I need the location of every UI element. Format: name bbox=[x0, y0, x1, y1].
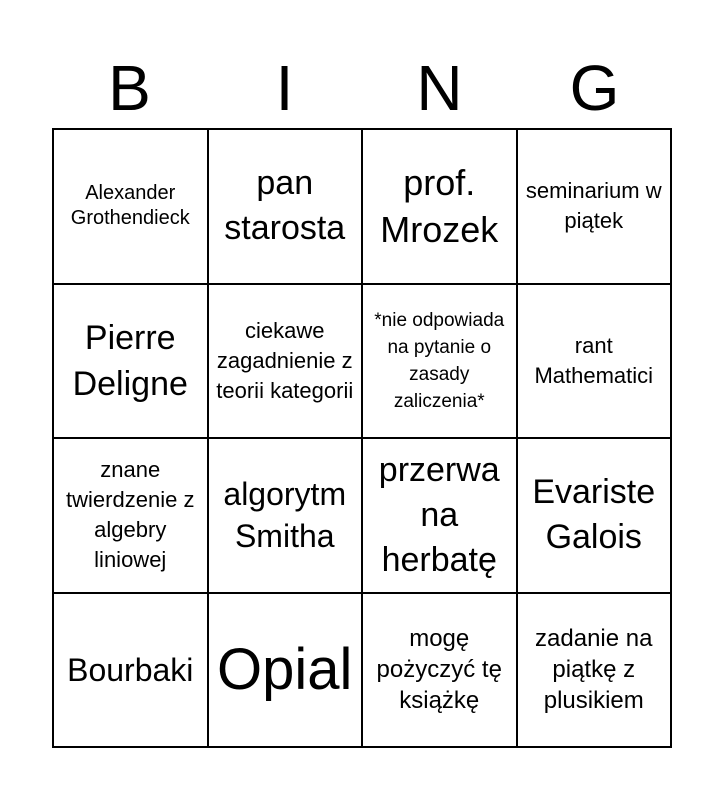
bingo-grid bbox=[52, 128, 672, 748]
bingo-cell[interactable] bbox=[518, 130, 673, 285]
bingo-cell[interactable] bbox=[518, 594, 673, 749]
cell-text: pan starosta bbox=[224, 164, 346, 248]
bingo-cell[interactable] bbox=[209, 130, 364, 285]
header-letter-n: N bbox=[416, 52, 463, 124]
cell-text: Bourbaki bbox=[67, 651, 194, 688]
bingo-cell[interactable] bbox=[209, 594, 364, 749]
header-letter-b: B bbox=[108, 52, 151, 124]
bingo-cell[interactable] bbox=[54, 130, 209, 285]
cell-text: rant Mathematici bbox=[534, 332, 654, 388]
bingo-cell[interactable] bbox=[363, 439, 518, 594]
cell-text: przerwa na herbatę bbox=[378, 450, 500, 579]
bingo-cell[interactable] bbox=[363, 130, 518, 285]
header-letter-i: I bbox=[275, 52, 294, 124]
bingo-header bbox=[52, 48, 672, 128]
cell-text: mogę pożyczyć tę książkę bbox=[376, 625, 502, 715]
cell-text: ciekawe zagadnienie z teorii kategorii bbox=[216, 317, 354, 403]
cell-text: Alexander Grothendieck bbox=[70, 182, 190, 230]
cell-text: znane twierdzenie z algebry liniowej bbox=[66, 457, 195, 573]
bingo-cell[interactable] bbox=[518, 285, 673, 440]
cell-text: prof. Mrozek bbox=[380, 162, 499, 251]
bingo-cell[interactable] bbox=[363, 285, 518, 440]
header-letter-g: G bbox=[569, 52, 620, 124]
cell-text: algorytm Smitha bbox=[223, 476, 347, 555]
cell-text: *nie odpowiada na pytanie o zasady zaliczenia* bbox=[374, 309, 505, 412]
bingo-cell[interactable] bbox=[209, 439, 364, 594]
cell-text: zadanie na piątkę z plusikiem bbox=[535, 625, 653, 715]
bingo-cell[interactable] bbox=[518, 439, 673, 594]
bingo-cell[interactable] bbox=[54, 439, 209, 594]
bingo-cell[interactable] bbox=[209, 285, 364, 440]
bingo-cell[interactable] bbox=[54, 285, 209, 440]
cell-text: Evariste Galois bbox=[532, 473, 656, 557]
cell-text: seminarium w piątek bbox=[525, 178, 662, 234]
cell-text: Pierre Deligne bbox=[72, 318, 188, 403]
bingo-cell[interactable] bbox=[54, 594, 209, 749]
bingo-cell[interactable] bbox=[363, 594, 518, 749]
cell-text: Opial bbox=[217, 636, 353, 702]
